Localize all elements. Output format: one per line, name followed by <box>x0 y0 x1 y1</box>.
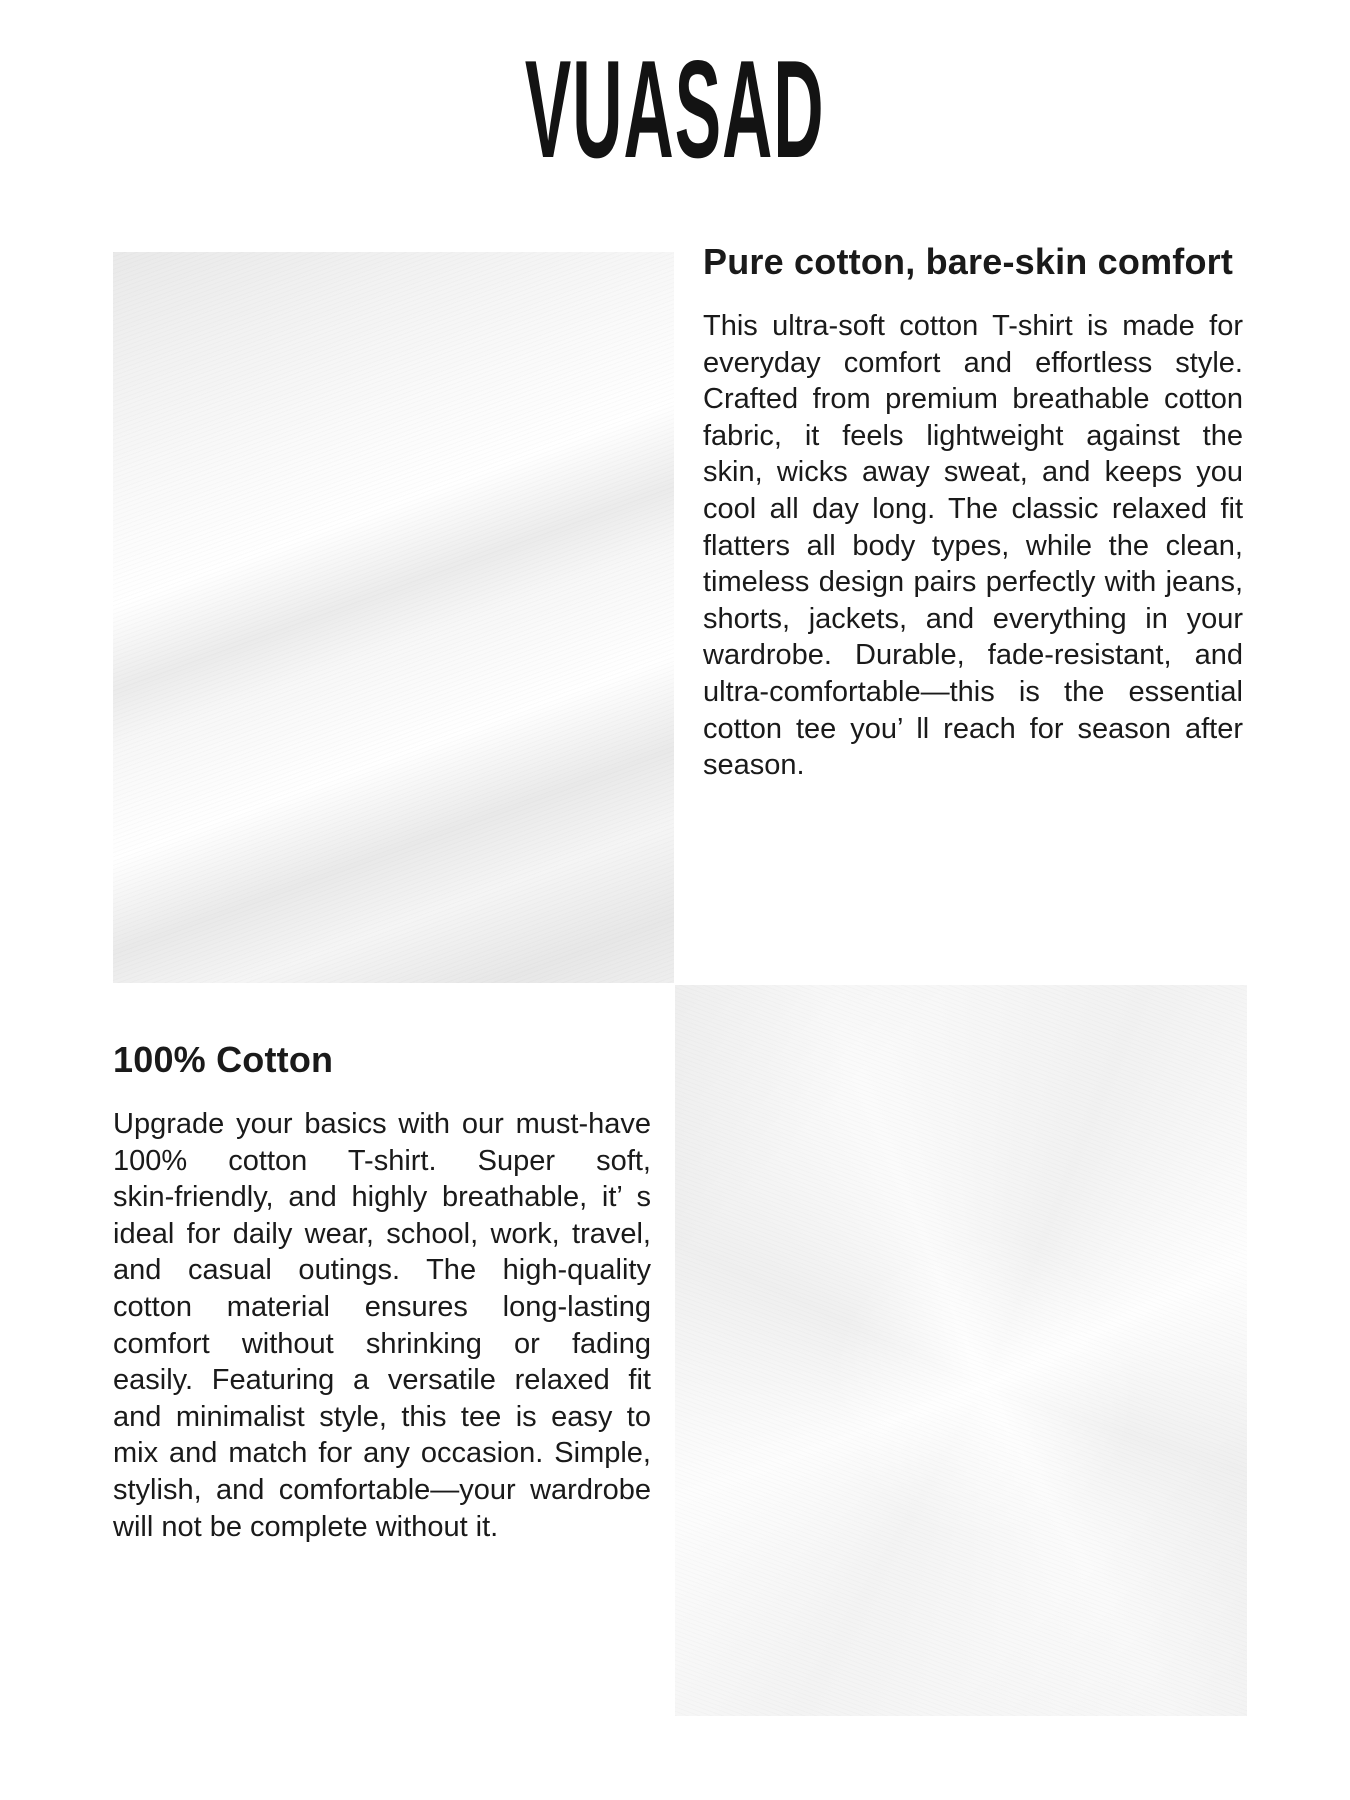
text-line: and minimalist style, this tee is easy to <box>113 1400 651 1433</box>
fabric-folds-photo <box>113 252 674 983</box>
text-line: Crafted from premium breathable cotton <box>703 383 1243 416</box>
text-line: and casual outings. The high-quality <box>113 1254 651 1287</box>
section-100-cotton <box>113 1038 651 1545</box>
text-line: cotton tee you’ ll reach for season after <box>703 712 1243 745</box>
text-line: ideal for daily wear, school, work, travel, <box>113 1217 651 1250</box>
100-cotton-heading: 100% Cotton <box>113 1039 334 1080</box>
text-line: will not be complete without it. <box>113 1510 499 1543</box>
100-cotton-paragraph <box>113 1106 651 1545</box>
text-line: stylish, and comfortable—your wardrobe <box>113 1473 651 1506</box>
text-line: flatters all body types, while the clean, <box>703 529 1243 562</box>
brand-logo <box>0 32 1350 187</box>
text-line: fabric, it feels lightweight against the <box>703 419 1243 452</box>
text-line: mix and match for any occasion. Simple, <box>113 1437 651 1470</box>
text-line: cotton material ensures long-lasting <box>113 1290 651 1323</box>
text-line: cool all day long. The classic relaxed fit <box>703 492 1243 525</box>
text-line: timeless design pairs perfectly with jeans, <box>703 566 1243 599</box>
text-line: everyday comfort and effortless style. <box>703 346 1243 379</box>
text-line: skin-friendly, and highly breathable, it’ s <box>113 1181 651 1214</box>
text-line: easily. Featuring a versatile relaxed fit <box>113 1364 651 1397</box>
pure-cotton-paragraph <box>703 308 1243 784</box>
text-line: skin, wicks away sweat, and keeps you <box>703 456 1243 489</box>
text-line: wardrobe. Durable, fade-resistant, and <box>703 639 1243 672</box>
text-line: Upgrade your basics with our must-have <box>113 1108 651 1140</box>
section-pure-cotton <box>703 240 1243 784</box>
text-line: 100% cotton T-shirt. Super soft, <box>113 1144 651 1177</box>
brand-logo-text: VUASAD <box>525 32 825 187</box>
text-line: This ultra-soft cotton T-shirt is made for <box>703 310 1243 342</box>
text-line: shorts, jackets, and everything in your <box>703 602 1243 635</box>
text-line: season. <box>703 749 805 782</box>
text-line: comfort without shrinking or fading <box>113 1327 651 1360</box>
text-line: ultra-comfortable—this is the essential <box>703 675 1243 708</box>
pure-cotton-heading: Pure cotton, bare-skin comfort <box>703 241 1234 282</box>
fabric-swirl-photo <box>675 985 1247 1716</box>
